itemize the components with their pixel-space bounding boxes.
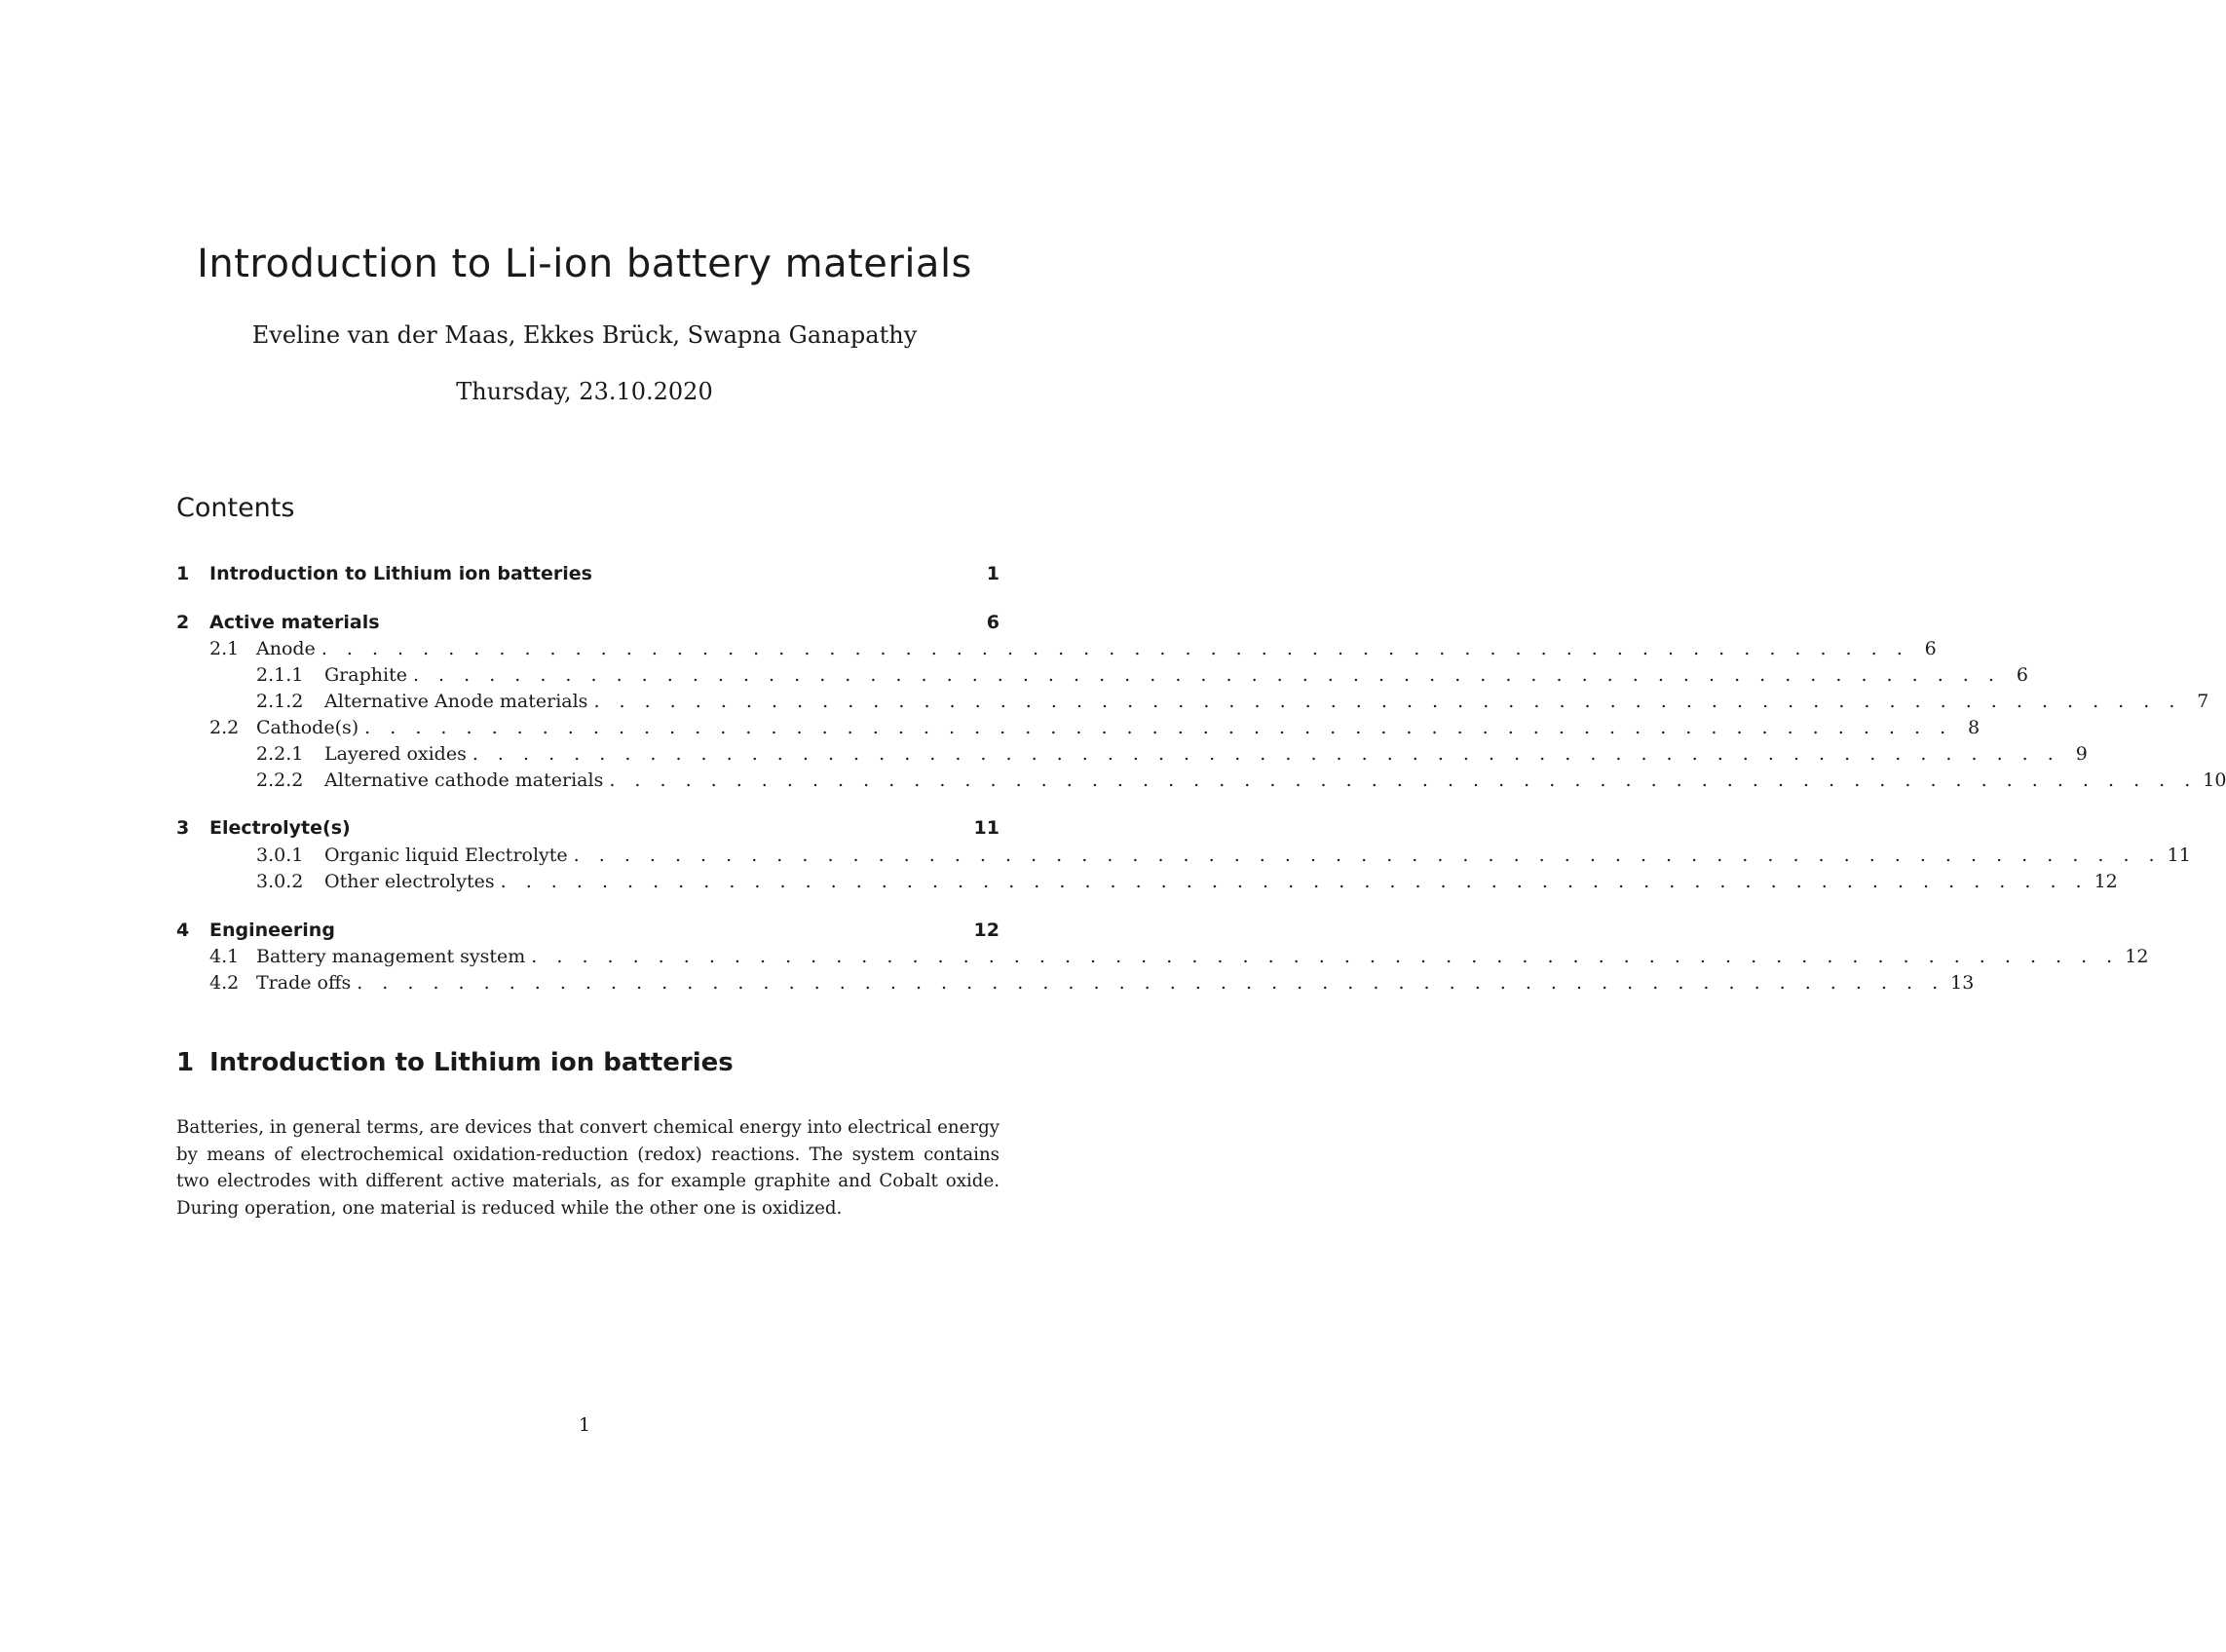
toc-entry-title: Other electrolytes <box>324 871 495 892</box>
toc-entry-subsubsection-2-1-2[interactable] <box>176 689 2209 714</box>
toc-entry-page: 11 <box>973 817 1000 839</box>
toc-entry-subsection-4-2[interactable] <box>176 970 1975 995</box>
toc-entry-subsubsection-2-2-2[interactable] <box>176 768 2226 793</box>
toc-entry-title: Alternative cathode materials <box>324 770 604 791</box>
toc-leader-dots: . . . . . . . . . . . . . . . . . . . . . . . . . . . . . . . . . . . . . . . . . . . . . . . . . . . . . . . . . . . . . . . <box>593 691 2182 712</box>
toc-leader-dots: . . . . . . . . . . . . . . . . . . . . . . . . . . . . . . . . . . . . . . . . . . . . . . . . . . . . . . . . . . . . . . . <box>364 717 1953 738</box>
toc-entry-title: Introduction to Lithium ion batteries <box>209 563 592 584</box>
toc-entry-number: 2.2.1 <box>256 743 304 765</box>
toc-leader-dots: . . . . . . . . . . . . . . . . . . . . . . . . . . . . . . . . . . . . . . . . . . . . . . . . . . . . . . . . . . . . . . . <box>321 638 1909 659</box>
toc-entry-page: 11 <box>2167 845 2191 866</box>
toc-leader-dots: . . . . . . . . . . . . . . . . . . . . . . . . . . . . . . . . . . . . . . . . . . . . . . . . . . . . . . . . . . . . . . . <box>609 770 2198 791</box>
toc-leader-dots: . . . . . . . . . . . . . . . . . . . . . . . . . . . . . . . . . . . . . . . . . . . . . . . . . . . . . . . . . . . . . . . <box>531 946 2120 967</box>
toc-entry-title: Trade offs <box>256 972 352 994</box>
toc-entry-number: 2.1.1 <box>256 664 304 686</box>
toc-entry-page: 12 <box>2125 946 2149 967</box>
toc-entry-page: 12 <box>973 920 1000 941</box>
toc-entry-subsubsection-2-1-1[interactable] <box>176 662 2028 688</box>
toc-entry-section-3[interactable] <box>176 815 1000 841</box>
toc-entry-section-2[interactable] <box>176 610 1000 635</box>
toc-entry-page: 6 <box>2016 664 2028 686</box>
toc-entry-title: Active materials <box>209 612 380 633</box>
toc-entry-title: Layered oxides <box>324 743 467 765</box>
toc-leader-dots: . . . . . . . . . . . . . . . . . . . . . . . . . . . . . . . . . . . . . . . . . . . . . . . . . . . . . . . . . . . . . . . <box>357 972 1945 994</box>
toc-leader-dots: . . . . . . . . . . . . . . . . . . . . . . . . . . . . . . . . . . . . . . . . . . . . . . . . . . . . . . . . . . . . . . . <box>412 664 2001 686</box>
toc-entry-subsubsection-3-0-2[interactable] <box>176 869 2118 894</box>
toc-entry-number: 3 <box>176 817 190 839</box>
toc-entry-title: Engineering <box>209 920 335 941</box>
toc-entry-number: 4.2 <box>209 972 240 994</box>
toc-entry-title: Graphite <box>324 664 407 686</box>
toc-entry-subsection-2-1[interactable] <box>176 636 1937 661</box>
toc-entry-title: Alternative Anode materials <box>324 691 588 712</box>
section-title: Introduction to Lithium ion batteries <box>209 1048 734 1077</box>
toc-entry-page: 9 <box>2075 743 2088 765</box>
toc-entry-title: Battery management system <box>256 946 526 967</box>
toc-entry-subsection-2-2[interactable] <box>176 715 1981 740</box>
toc-entry-page: 6 <box>1924 638 1937 659</box>
toc-entry-number: 1 <box>176 563 190 584</box>
contents-heading: Contents <box>176 493 295 523</box>
toc-entry-title: Cathode(s) <box>256 717 359 738</box>
toc-entry-number: 4 <box>176 920 190 941</box>
toc-entry-subsection-4-1[interactable] <box>176 944 2149 969</box>
toc-entry-number: 2 <box>176 612 190 633</box>
toc-entry-page: 12 <box>2094 871 2118 892</box>
toc-entry-subsubsection-3-0-1[interactable] <box>176 843 2191 868</box>
document-date: Thursday, 23.10.2020 <box>456 378 713 405</box>
toc-entry-title: Organic liquid Electrolyte <box>324 845 568 866</box>
toc-entry-number: 2.1 <box>209 638 240 659</box>
toc-entry-page: 10 <box>2203 770 2226 791</box>
section-heading <box>176 1048 734 1077</box>
toc-entry-number: 2.2 <box>209 717 240 738</box>
toc-entry-page: 8 <box>1968 717 1981 738</box>
toc-entry-section-4[interactable] <box>176 918 1000 943</box>
toc-entry-number: 3.0.2 <box>256 871 304 892</box>
toc-entry-section-1[interactable] <box>176 561 1000 586</box>
toc-entry-page: 6 <box>986 612 1000 633</box>
toc-entry-subsubsection-2-2-1[interactable] <box>176 741 2088 767</box>
toc-entry-number: 2.1.2 <box>256 691 304 712</box>
toc-leader-dots: . . . . . . . . . . . . . . . . . . . . . . . . . . . . . . . . . . . . . . . . . . . . . . . . . . . . . . . . . . . . . . . <box>573 845 2162 866</box>
toc-entry-page: 7 <box>2197 691 2209 712</box>
toc-entry-number: 3.0.1 <box>256 845 304 866</box>
toc-entry-page: 1 <box>986 563 1000 584</box>
section-number: 1 <box>176 1048 195 1077</box>
toc-leader-dots: . . . . . . . . . . . . . . . . . . . . . . . . . . . . . . . . . . . . . . . . . . . . . . . . . . . . . . . . . . . . . . . <box>500 871 2089 892</box>
toc-entry-number: 4.1 <box>209 946 240 967</box>
section-paragraph: Batteries, in general terms, are devices that convert chemical energy into electrical energy by means of electrochemical oxidation-reduction (redox) reactions. The system contains two electrodes with different active materials, as for example graphite and Cobalt oxide. During operation, one material is reduced while the other one is oxidized. <box>176 1117 1000 1219</box>
toc-entry-number: 2.2.2 <box>256 770 304 791</box>
toc-entry-title: Electrolyte(s) <box>209 817 351 839</box>
document-title: Introduction to Li-ion battery materials <box>197 242 972 286</box>
toc-leader-dots: . . . . . . . . . . . . . . . . . . . . . . . . . . . . . . . . . . . . . . . . . . . . . . . . . . . . . . . . . . . . . . . <box>472 743 2060 765</box>
page-number: 1 <box>578 1414 591 1436</box>
toc-entry-title: Anode <box>256 638 316 659</box>
toc-entry-page: 13 <box>1950 972 1975 994</box>
document-authors: Eveline van der Maas, Ekkes Brück, Swapna Ganapathy <box>251 321 918 349</box>
